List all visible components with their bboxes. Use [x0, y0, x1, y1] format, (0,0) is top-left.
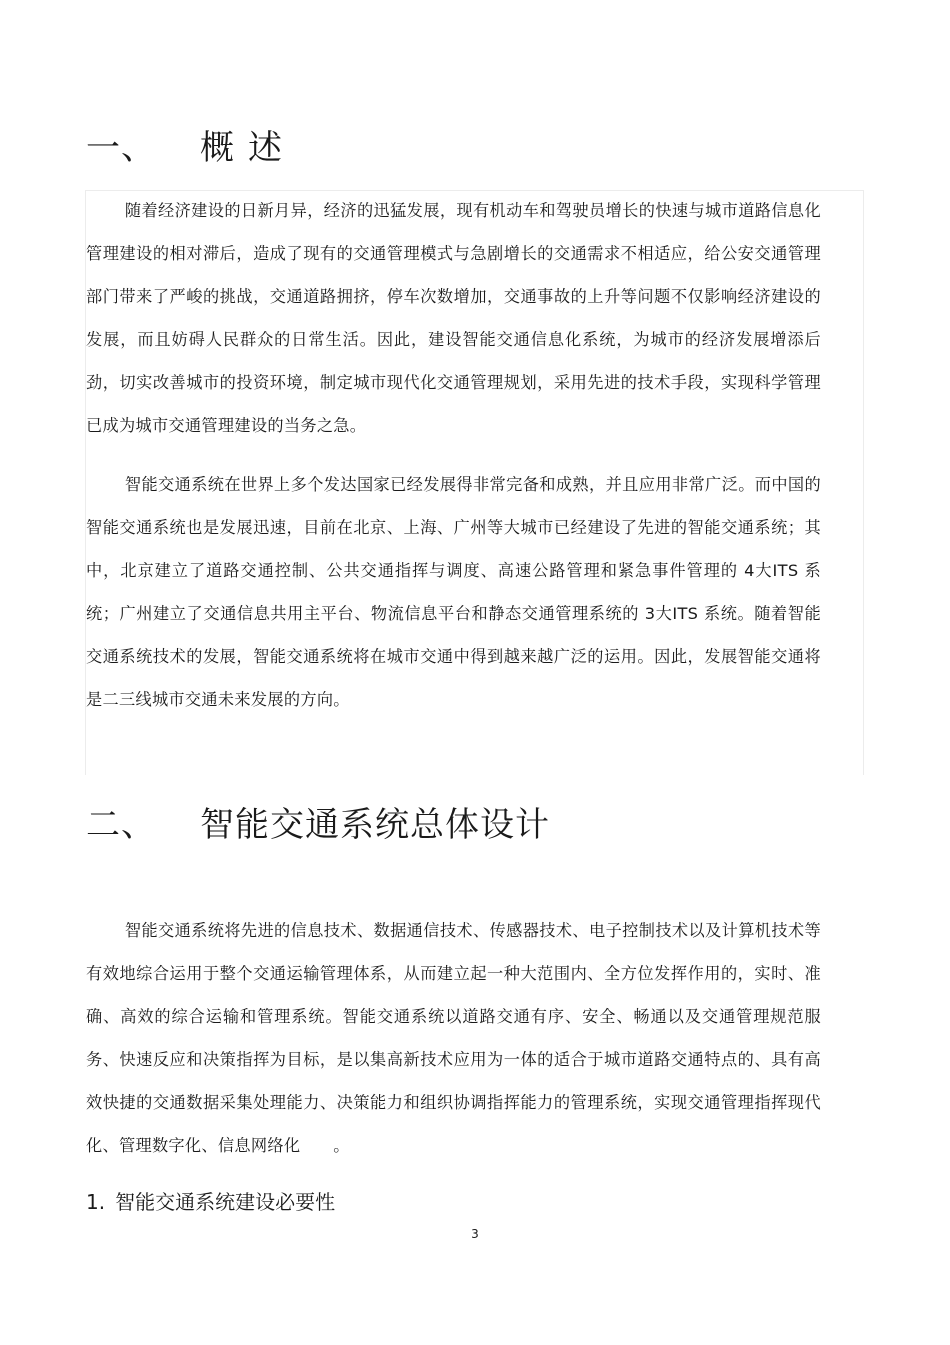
- section-2-heading: [86, 805, 550, 845]
- section-1-paragraph-1: 随着经济建设的日新月异，经济的迅猛发展，现有机动车和驾驶员增长的快速与城市道路信息化管理建设的相对滞后，造成了现有的交通管理模式与急剧增长的交通需求不相适应，给公安交通管理部门带来了严峻的挑战，交通道路拥挤，停车次数增加，交通事故的上升等问题不仅影响经济建设的发展，而且妨碍人民群众的日常生活。因此，建设智能交通信息化系统，为城市的经济发展增添后劲，切实改善城市的投资环境，制定城市现代化交通管理规划，采用先进的技术手段，实现科学管理已成为城市交通管理建设的当务之急。: [86, 201, 821, 435]
- section-1-number: 一、: [86, 128, 156, 168]
- section-1-title: 概述: [200, 128, 296, 168]
- section-2-number: 二、: [86, 805, 156, 845]
- subsection-1-heading: [86, 1185, 335, 1219]
- section-2-paragraph: 智能交通系统将先进的信息技术、数据通信技术、传感器技术、电子控制技术以及计算机技术等有效地综合运用于整个交通运输管理体系，从而建立起一种大范围内、全方位发挥作用的，实时、准确、高效的综合运输和管理系统。智能交通系统以道路交通有序、安全、畅通以及交通管理规范服务、快速反应和决策指挥为目标，是以集高新技术应用为一体的适合于城市道路交通特点的、具有高效快捷的交通数据采集处理能力、决策能力和组织协调指挥能力的管理系统，实现交通管理指挥现代化、管理数字化、信息网络化 。: [86, 921, 821, 1155]
- section-1-heading: [86, 128, 296, 168]
- subsection-1-number: 1.: [86, 1190, 106, 1214]
- section-2-title: 智能交通系统总体设计: [200, 805, 550, 845]
- page-number: 3: [471, 1227, 479, 1241]
- section-1-paragraph-2: 智能交通系统在世界上多个发达国家已经发展得非常完备和成熟，并且应用非常广泛。而中国的智能交通系统也是发展迅速，目前在北京、上海、广州等大城市已经建设了先进的智能交通系统；其中，北京建立了道路交通控制、公共交通指挥与调度、高速公路管理和紧急事件管理的 4大ITS 系统；广州建立了交通信息共用主平台、物流信息平台和静态交通管理系统的 3大ITS 系统。随着智能交通系统技术的发展，智能交通系统将在城市交通中得到越来越广泛的运用。因此，发展智能交通将是二三线城市交通未来发展的方向。: [86, 475, 821, 709]
- subsection-1-title: 智能交通系统建设必要性: [115, 1190, 336, 1214]
